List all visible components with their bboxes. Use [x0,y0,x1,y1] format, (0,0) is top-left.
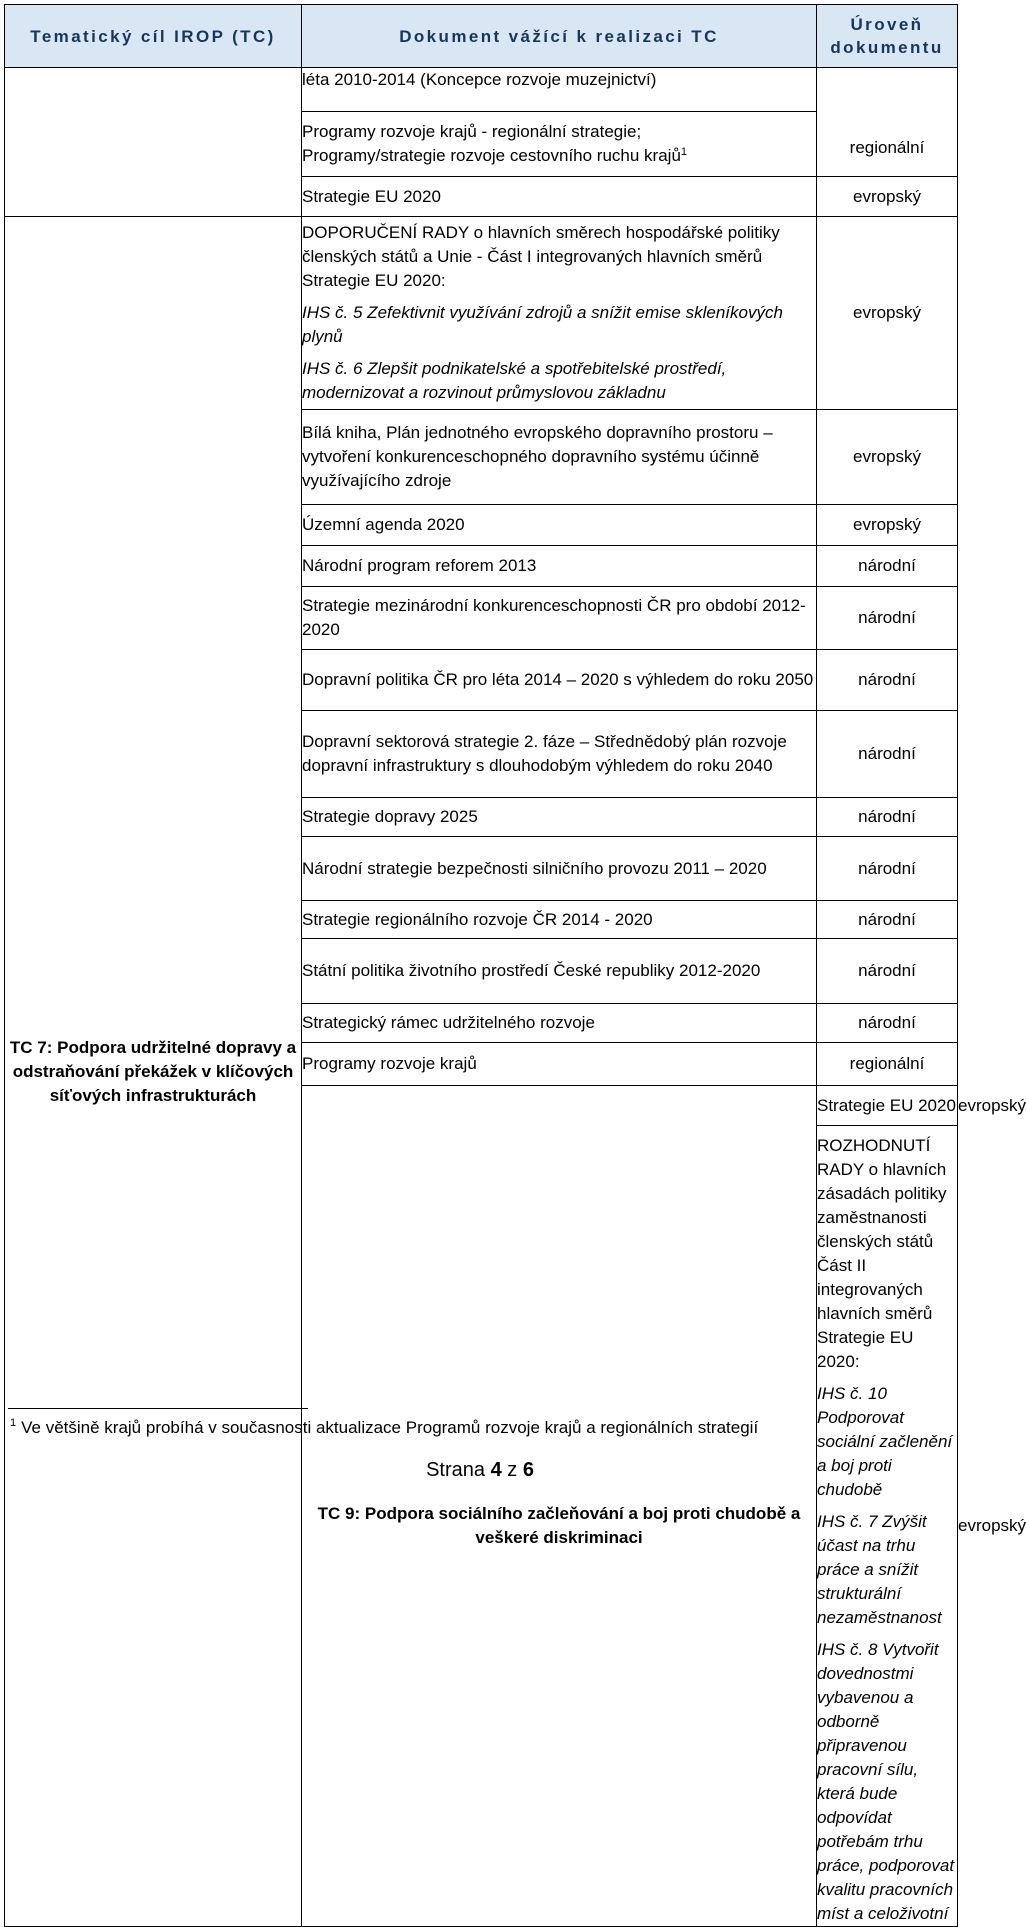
document-cell: Strategie regionálního rozvoje ČR 2014 - 2020 [302,901,817,939]
level-cell: evropský [817,177,958,217]
page-prefix: Strana [426,1459,485,1481]
page-current: 4 [490,1459,502,1481]
level-cell: národní [817,837,958,901]
documents-table [4,4,1026,1927]
document-line: Programy rozvoje krajů - regionální strategie; [302,122,642,141]
document-text: DOPORUČENÍ RADY o hlavních směrech hospodářské politiky členských států a Unie - Část I integrovaných hlavních směrů Strategie EU 2020: [302,223,780,290]
page-total: 6 [522,1459,534,1481]
level-cell: národní [817,546,958,587]
document-cell: Strategie EU 2020 [817,1086,958,1126]
document-cell: Dopravní politika ČR pro léta 2014 – 2020 s výhledem do roku 2050 [302,650,817,711]
document-text: ROZHODNUTÍ RADY o hlavních zásadách politiky zaměstnanosti členských států Část II integrovaných hlavních směrů Strategie EU 2020: [817,1136,947,1371]
level-cell: národní [817,587,958,650]
footnote-reference: 1 [680,146,688,158]
tc9-cell: TC 9: Podpora sociálního začleňování a boj proti chudobě a veškeré diskriminaci [302,1086,817,1927]
document-cell: Strategie mezinárodní konkurenceschopnosti ČR pro období 2012-2020 [302,587,817,650]
level-cell: evropský [817,505,958,546]
ihs-item: IHS č. 10 Podporovat sociální začlenění a boj proti chudobě [817,1384,953,1499]
document-cell: Dopravní sektorová strategie 2. fáze – Střednědobý plán rozvoje dopravní infrastruktury s dlouhodobým výhledem do roku 2040 [302,711,817,798]
document-line: Programy/strategie rozvoje cestovního ruchu krajů [302,146,681,165]
table-row [5,68,958,112]
document-cell: Strategie dopravy 2025 [302,798,817,837]
document-cell: Státní politika životního prostředí České republiky 2012-2020 [302,939,817,1004]
document-cell: Programy rozvoje krajů [302,1043,817,1086]
ihs-item: IHS č. 6 Zlepšit podnikatelské a spotřebitelské prostředí, modernizovat a rozvinout průmyslovou základnu [302,359,727,402]
document-cell: léta 2010-2014 (Koncepce rozvoje muzejnictví) [302,68,817,112]
footnote [10,1416,758,1440]
level-cell: národní [817,939,958,1004]
header-document: Dokument vážící k realizaci TC [302,5,817,68]
page-separator: z [507,1459,518,1481]
tc-cell-continued [5,68,302,217]
level-cell: evropský [817,217,958,410]
table-row [5,217,958,410]
tc7-cell: TC 7: Podpora udržitelné dopravy a odstraňování překážek v klíčových síťových infrastrukturách [5,217,302,1927]
footnote-text: Ve většině krajů probíhá v současnosti aktualizace Programů rozvoje krajů a regionálních strategií [21,1418,759,1437]
level-cell: evropský [817,410,958,505]
ihs-item: IHS č. 8 Vytvořit dovednostmi vybavenou a odborně připravenou pracovní sílu, která bude odpovídat potřebám trhu práce, podporovat kvalitu pracovních míst a celoživotní [817,1640,955,1923]
level-cell: národní [817,711,958,798]
document-cell [302,112,817,177]
document-cell [302,217,817,410]
document-cell: Strategie EU 2020 [302,177,817,217]
ihs-item: IHS č. 7 Zvýšit účast na trhu práce a snížit strukturální nezaměstnanost [817,1512,942,1627]
table-header-row [5,5,958,68]
level-cell: regionální [817,1043,958,1086]
level-cell: národní [817,798,958,837]
page-number [0,1459,960,1482]
level-cell: národní [817,901,958,939]
table-row: TC 9: Podpora sociálního začleňování a boj proti chudobě a veškeré diskriminaci Strategie EU 2020 evropský [5,1086,958,1126]
document-cell [817,1126,958,1927]
document-cell: Národní program reforem 2013 [302,546,817,587]
document-cell: Bílá kniha, Plán jednotného evropského dopravního prostoru – vytvoření konkurenceschopného dopravního systému účinně využívajícího zdroje [302,410,817,505]
header-thematic-goal: Tematický cíl IROP (TC) [5,5,302,68]
document-cell: Strategický rámec udržitelného rozvoje [302,1004,817,1043]
header-level: Úroveň dokumentu [817,5,958,68]
table-row: ROZHODNUTÍ RADY o hlavních zásadách politiky zaměstnanosti členských států Část II integrovaných hlavních směrů Strategie EU 2020: IHS č. 10 Podporovat sociální začlenění a boj proti chudobě IHS č. 7 Zvýšit účast na trhu práce a snížit strukturální nezaměstnanost IHS č. 8 Vytvořit dovednostmi vybavenou a odborně připravenou pracovní sílu, která bude odpovídat potřebám trhu práce, podporovat kvalitu pracovních míst a celoživotní evropský [5,1126,958,1927]
footnote-mark: 1 [10,1417,17,1429]
level-cell: regionální [817,68,958,177]
document-cell: Národní strategie bezpečnosti silničního provozu 2011 – 2020 [302,837,817,901]
document-cell: Územní agenda 2020 [302,505,817,546]
ihs-item: IHS č. 5 Zefektivnit využívání zdrojů a snížit emise skleníkových plynů [302,303,783,346]
level-cell: národní [817,650,958,711]
level-cell: národní [817,1004,958,1043]
footnote-separator [8,1408,308,1409]
